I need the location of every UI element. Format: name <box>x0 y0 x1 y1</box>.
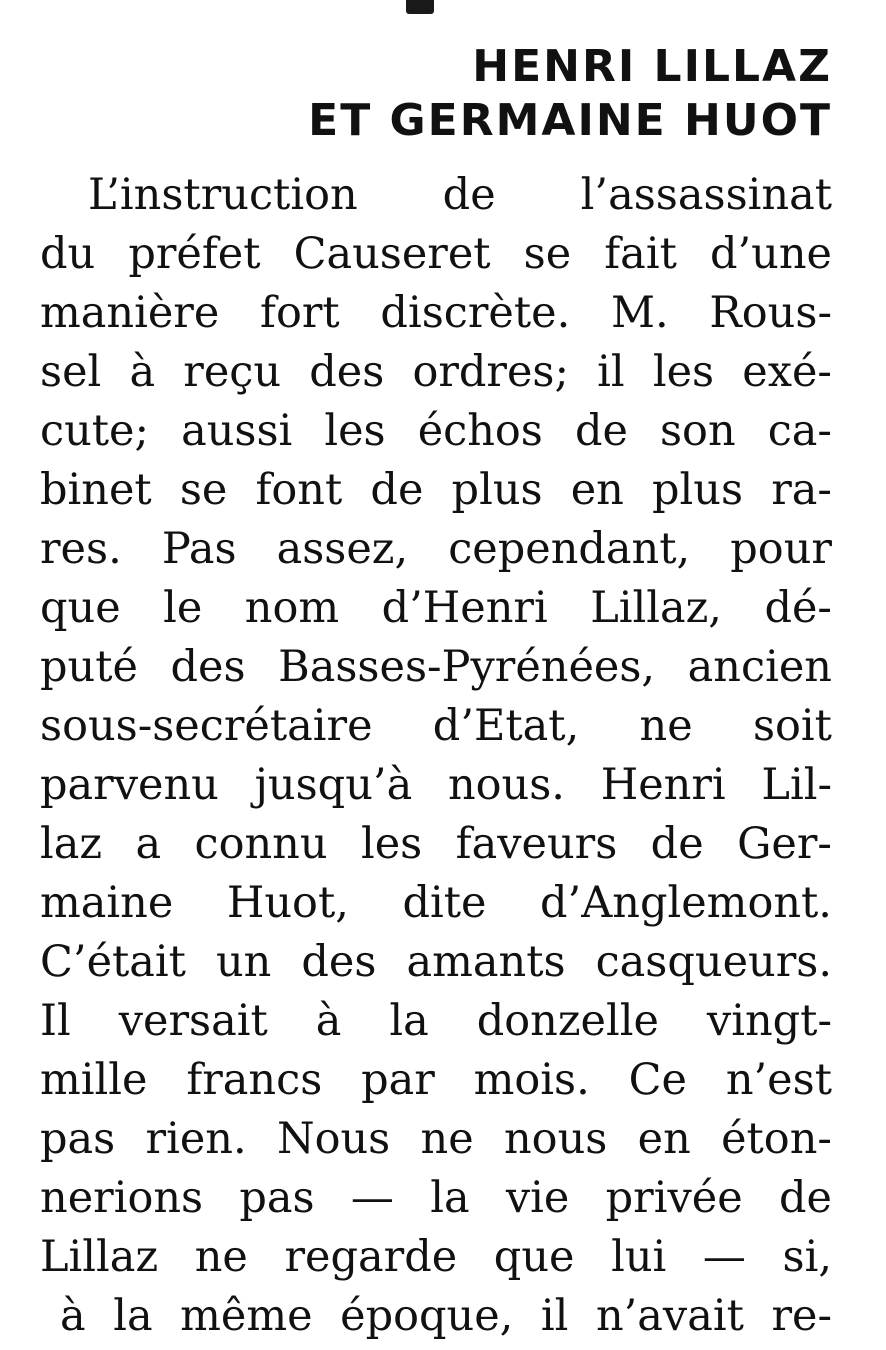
word: les <box>324 406 386 456</box>
word: des <box>301 937 377 987</box>
word: éton- <box>721 1114 832 1164</box>
word: Basses-Pyrénées, <box>278 642 656 692</box>
word: plus <box>451 465 543 515</box>
word: fort <box>260 288 340 338</box>
word: Causeret <box>293 229 491 279</box>
word: M. <box>610 288 669 338</box>
word: versait <box>118 996 268 1046</box>
word: reçu <box>183 347 282 397</box>
word: il <box>597 347 625 397</box>
word: la <box>430 1173 470 1223</box>
word: de <box>370 465 424 515</box>
word: Lillaz <box>40 1232 159 1282</box>
text-line <box>40 1051 832 1110</box>
word: se <box>523 229 572 279</box>
word: manière <box>40 288 220 338</box>
word: Rous- <box>709 288 832 338</box>
word: casqueurs. <box>595 937 832 987</box>
article-headline <box>308 40 832 148</box>
word: francs <box>186 1055 323 1105</box>
word: nous. <box>447 760 565 810</box>
word: sous-secrétaire <box>40 701 373 751</box>
word: privée <box>605 1173 743 1223</box>
word: C’était <box>40 937 186 987</box>
word: vingt- <box>706 996 832 1046</box>
word: à <box>60 1291 86 1341</box>
text-line <box>40 815 832 874</box>
word: donzelle <box>476 996 659 1046</box>
word: l’assassinat <box>580 170 832 220</box>
word: ne <box>420 1114 474 1164</box>
word: dite <box>402 878 487 928</box>
word: des <box>309 347 385 397</box>
word: re- <box>771 1291 832 1341</box>
text-line <box>40 166 832 225</box>
word: ne <box>639 701 693 751</box>
word: cependant, <box>448 524 691 574</box>
word: en <box>637 1114 691 1164</box>
text-line <box>40 402 832 461</box>
word: font <box>255 465 343 515</box>
word: Pas <box>161 524 237 574</box>
word: plus <box>652 465 744 515</box>
text-line <box>40 1110 832 1169</box>
text-line <box>40 579 832 638</box>
text-line <box>40 343 832 402</box>
word: a <box>135 819 162 869</box>
word: d’une <box>709 229 832 279</box>
printer-mark <box>406 0 434 14</box>
word: cute; <box>40 406 149 456</box>
text-line <box>40 520 832 579</box>
word: mille <box>40 1055 148 1105</box>
word: mois. <box>473 1055 590 1105</box>
word: vie <box>505 1173 570 1223</box>
word: son <box>659 406 736 456</box>
word: ca- <box>767 406 832 456</box>
word: les <box>360 819 423 869</box>
word: res. <box>40 524 122 574</box>
word: Ger- <box>737 819 832 869</box>
word: pour <box>730 524 832 574</box>
word: à <box>129 347 156 397</box>
text-line <box>40 225 832 284</box>
word: si, <box>782 1232 832 1282</box>
word: ra- <box>771 465 832 515</box>
newspaper-article <box>40 0 832 1350</box>
word: dé- <box>764 583 832 633</box>
word: sel <box>40 347 102 397</box>
article-body <box>40 166 832 1346</box>
word: Ce <box>628 1055 687 1105</box>
word: à <box>315 996 342 1046</box>
word: Il <box>40 996 71 1046</box>
word: ordres; <box>412 347 569 397</box>
word: discrète. <box>380 288 571 338</box>
word: nous <box>503 1114 608 1164</box>
word: se <box>179 465 228 515</box>
word: d’Henri <box>381 583 548 633</box>
word: puté <box>40 642 138 692</box>
word: par <box>361 1055 435 1105</box>
text-line <box>40 1228 832 1287</box>
word: soit <box>752 701 832 751</box>
word: que <box>493 1232 575 1282</box>
word: ancien <box>687 642 832 692</box>
word: il <box>540 1291 569 1341</box>
word: échos <box>417 406 543 456</box>
word: fait <box>604 229 677 279</box>
word: de <box>442 170 496 220</box>
word: rien. <box>145 1114 247 1164</box>
text-line <box>40 1287 832 1346</box>
word: des <box>170 642 246 692</box>
word: L’instruction <box>88 170 358 220</box>
word: laz <box>40 819 103 869</box>
word: Henri <box>600 760 726 810</box>
word: de <box>650 819 704 869</box>
word: époque, <box>340 1291 514 1341</box>
word: la <box>389 996 429 1046</box>
word: aussi <box>181 406 293 456</box>
word: un <box>215 937 272 987</box>
word: binet <box>40 465 152 515</box>
word: connu <box>194 819 328 869</box>
text-line <box>40 992 832 1051</box>
word: faveurs <box>455 819 618 869</box>
word: le <box>163 583 203 633</box>
word: ne <box>194 1232 248 1282</box>
word: en <box>570 465 624 515</box>
word: assez, <box>276 524 409 574</box>
text-line <box>40 461 832 520</box>
word: d’Anglemont. <box>540 878 832 928</box>
text-line <box>40 874 832 933</box>
word: jusqu’à <box>254 760 413 810</box>
text-line <box>40 933 832 992</box>
word: n’avait <box>595 1291 744 1341</box>
word: pas <box>40 1114 116 1164</box>
word: Huot, <box>226 878 349 928</box>
word: exé- <box>742 347 832 397</box>
text-line <box>40 284 832 343</box>
word: lui <box>611 1232 667 1282</box>
text-line <box>40 697 832 756</box>
text-line <box>40 756 832 815</box>
text-line <box>40 1169 832 1228</box>
word: Lillaz, <box>590 583 722 633</box>
word: Lil- <box>761 760 832 810</box>
headline-line: ET GERMAINE HUOT <box>308 95 832 146</box>
word: de <box>778 1173 832 1223</box>
word: Nous <box>276 1114 391 1164</box>
word: préfet <box>128 229 261 279</box>
word: de <box>574 406 628 456</box>
headline-line: HENRI LILLAZ <box>472 41 832 92</box>
word: nom <box>244 583 340 633</box>
word: les <box>652 347 715 397</box>
word: regarde <box>284 1232 458 1282</box>
word: même <box>180 1291 313 1341</box>
word: amants <box>406 937 566 987</box>
word: n’est <box>725 1055 832 1105</box>
text-line <box>40 638 832 697</box>
word: la <box>113 1291 153 1341</box>
word: — <box>702 1232 746 1282</box>
word: d’Etat, <box>432 701 580 751</box>
word: pas <box>239 1173 315 1223</box>
word: nerions <box>40 1173 204 1223</box>
word: parvenu <box>40 760 219 810</box>
word: que <box>40 583 121 633</box>
word: — <box>350 1173 394 1223</box>
word: maine <box>40 878 174 928</box>
word: du <box>40 229 96 279</box>
